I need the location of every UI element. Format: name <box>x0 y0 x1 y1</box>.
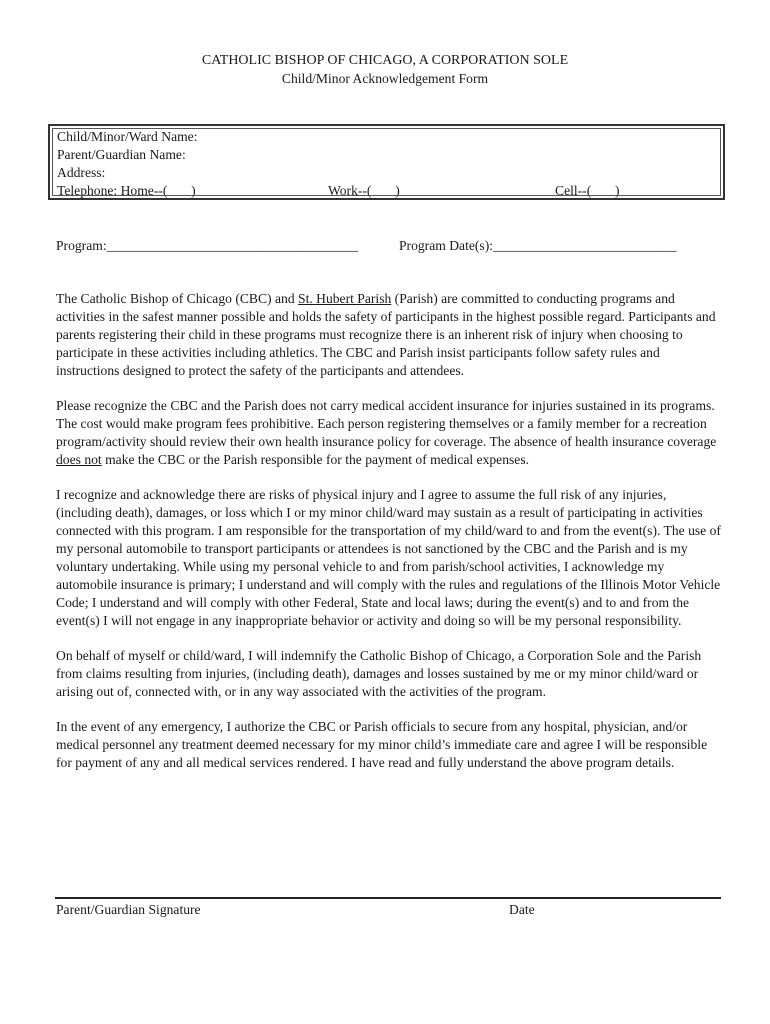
form-title: CATHOLIC BISHOP OF CHICAGO, A CORPORATION SOLE <box>201 53 569 68</box>
paragraph-insurance-end: make the CBC or the Parish responsible for the payment of medical expenses. <box>101 452 530 467</box>
parent-name-label: Parent/Guardian Name: <box>57 147 186 162</box>
paragraph-insurance-start: Please recognize the CBC and the Parish does not carry medical accident insurance for injuries sustained in its programs. The cost would make program fees prohibitive. Each person registering themselves or a family member for a recreation program/activity should review their own health insurance policy for coverage. The absence of health insurance coverage <box>56 398 717 449</box>
paragraph-emergency: In the event of any emergency, I authorize the CBC or Parish officials to secure from any hospital, physician, and/or medical personnel any treatment deemed necessary for my minor child’s immediate care and agree I will be responsible for payment of any and all medical services rendered. I have read and fully understand the above program details. <box>56 719 708 770</box>
program-dates-field[interactable]: Program Date(s):___________________________ <box>399 238 677 253</box>
paragraph-commitment-start: The Catholic Bishop of Chicago (CBC) and <box>56 291 299 306</box>
form-subtitle: Child/Minor Acknowledgement Form <box>281 71 489 86</box>
address-row[interactable] <box>57 164 716 182</box>
signature-line[interactable] <box>55 897 721 899</box>
telephone-home-label[interactable]: Telephone: Home--( ) <box>57 183 196 198</box>
form-header <box>0 52 770 88</box>
parish-name: St. Hubert Parish <box>298 291 392 306</box>
paragraph-commitment-end: (Parish) are committed to conducting programs and activities in the safest manner possible and holds the safety of participants in the highest possible regard. Participants and parents registering their child in these programs must recognize there is an inherent risk of injury when choosing to participate in these activities including athletics. The CBC and Parish insist participants follow safety rules and instructions designed to protect the safety of the participants and attendees. <box>56 291 716 378</box>
address-label: Address: <box>57 165 106 180</box>
program-field[interactable]: Program:_____________________________________ <box>56 238 359 253</box>
does-not-emphasis: does not <box>56 452 102 467</box>
date-label: Date <box>509 902 535 917</box>
telephone-cell-label[interactable]: Cell--( ) <box>555 183 620 198</box>
signature-label: Parent/Guardian Signature <box>56 902 201 917</box>
paragraph-insurance <box>56 397 724 469</box>
contact-info-box <box>48 124 725 200</box>
telephone-row <box>57 182 716 200</box>
child-name-row[interactable] <box>57 128 716 146</box>
telephone-work-label[interactable]: Work--( ) <box>328 183 400 198</box>
child-name-label: Child/Minor/Ward Name: <box>57 129 198 144</box>
paragraph-risk-acknowledgement: I recognize and acknowledge there are risks of physical injury and I agree to assume the full risk of any injuries, (including death), damages, or loss which I or my minor child/ward may sustain as a result of participating in activities connected with this program. I am responsible for the transportation of my child/ward to and from the event(s). The use of my personal automobile to transport participants or attendees is not sanctioned by the CBC and the Parish and is my voluntary undertaking. While using my personal vehicle to and from parish/school activities, I acknowledge my automobile insurance is primary; I understand and will comply with the rules and regulations of the Illinois Motor Vehicle Code; I understand and will comply with other Federal, State and local laws; during the event(s) and to and from the event(s) I will not engage in any inappropriate behavior or activity and doing so will be my personal responsibility. <box>56 487 721 628</box>
signature-labels <box>56 901 724 919</box>
paragraph-commitment <box>56 290 724 380</box>
program-line <box>56 237 726 255</box>
paragraph-indemnification: On behalf of myself or child/ward, I will indemnify the Catholic Bishop of Chicago, a Corporation Sole and the Parish from claims resulting from injuries, (including death), damages and losses sustained by me or my minor child/ward or arising out of, connected with, or in any way associated with the activities of the program. <box>56 648 702 699</box>
parent-name-row[interactable] <box>57 146 716 164</box>
acknowledgement-body <box>56 290 724 789</box>
